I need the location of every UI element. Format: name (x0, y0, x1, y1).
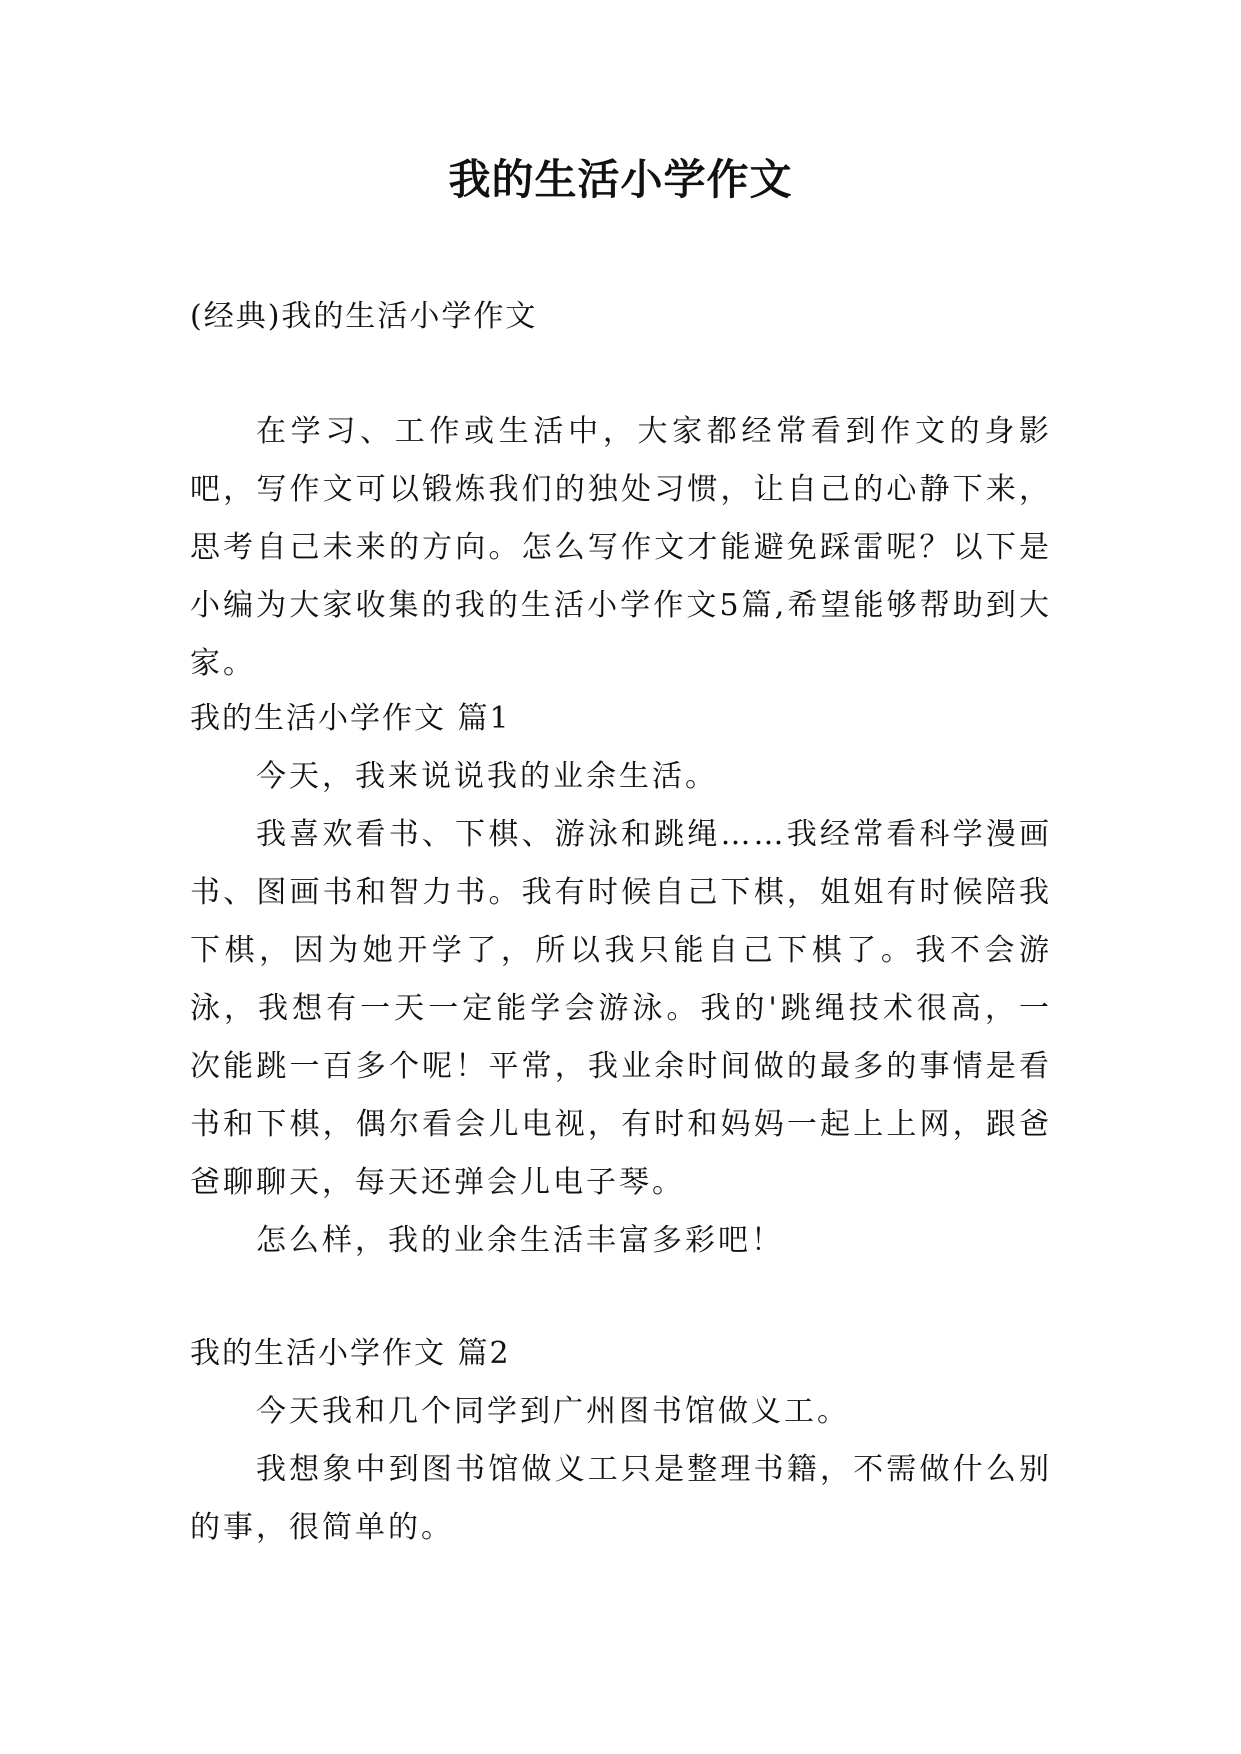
essay-1-heading: 我的生活小学作文 篇1 (190, 701, 511, 736)
essay-1-body (190, 748, 1052, 1270)
intro-section (190, 403, 1052, 693)
essay-2-paragraph-2: 我想象中到图书馆做义工只是整理书籍，不需做什么别的事，很简单的。 (190, 1452, 1052, 1545)
document-title: 我的生活小学作文 (448, 155, 793, 204)
essay-2-paragraph-1: 今天我和几个同学到广州图书馆做义工。 (256, 1394, 850, 1429)
document-subtitle: (经典)我的生活小学作文 (190, 299, 538, 334)
essay-1-paragraph-2: 我喜欢看书、下棋、游泳和跳绳……我经常看科学漫画书、图画书和智力书。我有时候自己下棋，姐姐有时候陪我下棋，因为她开学了，所以我只能自己下棋了。我不会游泳，我想有一天一定能学会游泳。我的'跳绳技术很高，一次能跳一百多个呢！平常，我业余时间做的最多的事情是看书和下棋，偶尔看会儿电视，有时和妈妈一起上上网，跟爸爸聊聊天，每天还弹会儿电子琴。 (190, 817, 1052, 1200)
essay-2-body (190, 1383, 1052, 1557)
essay-1-paragraph-3: 怎么样，我的业余生活丰富多彩吧！ (256, 1223, 784, 1258)
essay-2-heading: 我的生活小学作文 篇2 (190, 1336, 511, 1371)
intro-paragraph: 在学习、工作或生活中，大家都经常看到作文的身影吧，写作文可以锻炼我们的独处习惯，让自己的心静下来，思考自己未来的方向。怎么写作文才能避免踩雷呢？以下是小编为大家收集的我的生活小学作文5篇,希望能够帮助到大家。 (190, 414, 1052, 681)
essay-1-paragraph-1: 今天，我来说说我的业余生活。 (256, 759, 718, 794)
